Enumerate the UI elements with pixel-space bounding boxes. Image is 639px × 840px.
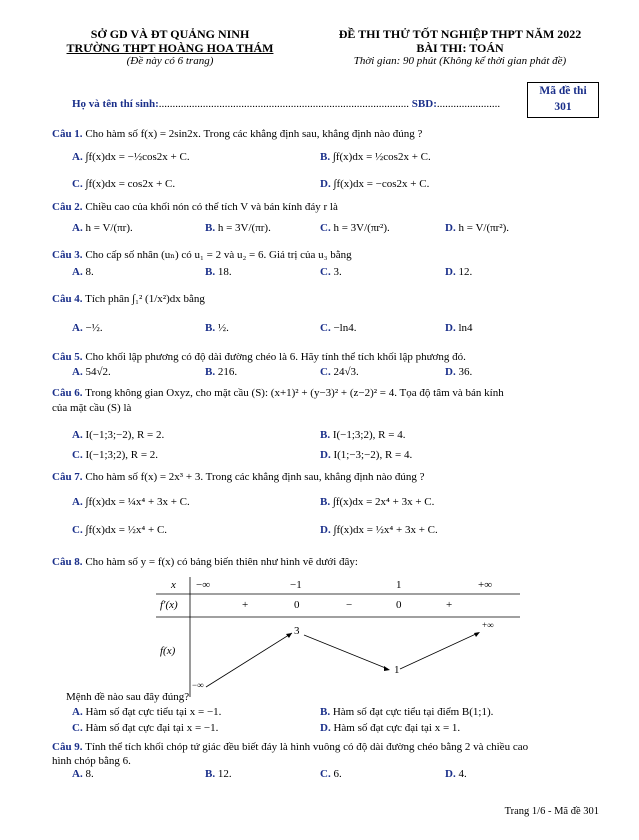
option-a[interactable] (72, 366, 111, 378)
exam-code-box (527, 82, 599, 118)
option-text: ½. (217, 322, 229, 334)
question-text: Tích phân ∫₁² (1/x²)dx bằng (85, 293, 205, 305)
option-text: I(−1;3;−2), R = 2. (85, 429, 165, 441)
question-label: Câu 6. (52, 387, 83, 399)
option-text: ∫f(x)dx = 2x⁴ + 3x + C. (332, 496, 435, 508)
option-label: B. (320, 151, 331, 163)
option-text: Hàm số đạt cực đại tại x = 1. (333, 722, 461, 734)
variation-table (156, 577, 520, 697)
option-label: A. (72, 366, 83, 378)
option-text: 12. (458, 266, 473, 278)
option-label: B. (320, 706, 331, 718)
option-label: C. (320, 222, 331, 234)
option-text: ∫f(x)dx = −cos2x + C. (333, 178, 430, 190)
option-text: ∫f(x)dx = ½x⁴ + C. (85, 524, 168, 536)
question-8 (52, 555, 592, 569)
option-a[interactable] (72, 429, 164, 441)
sign-2: − (346, 599, 353, 611)
exam-title: ĐỀ THI THỬ TỐT NGHIỆP THPT NĂM 2022 (338, 27, 582, 41)
option-d[interactable] (320, 722, 460, 734)
option-label: B. (205, 366, 216, 378)
option-label: B. (205, 768, 216, 780)
option-b[interactable] (320, 496, 434, 508)
option-text: Hàm số đạt cực tiểu tại x = −1. (85, 706, 222, 718)
question-text: Chiều cao của khối nón có thể tích V và bán kính đáy r là (85, 201, 338, 213)
option-label: A. (72, 322, 83, 334)
question-label: Câu 7. (52, 471, 83, 483)
option-label: D. (445, 222, 456, 234)
table-x-neg-inf: −∞ (196, 579, 211, 591)
option-a[interactable] (72, 266, 94, 278)
question-label: Câu 1. (52, 128, 83, 140)
option-text: h = V/(πr²). (458, 222, 510, 234)
option-c[interactable] (320, 222, 390, 234)
option-label: C. (320, 266, 331, 278)
table-fp-label: f′(x) (160, 599, 178, 611)
question-text: Cho cấp số nhân (uₙ) có u₁ = 2 và u₂ = 6. Giá trị của u₃ bằng (85, 249, 352, 261)
option-label: D. (320, 178, 331, 190)
option-c[interactable] (320, 768, 342, 780)
option-b[interactable] (320, 706, 493, 718)
option-d[interactable] (445, 266, 472, 278)
option-label: A. (72, 496, 83, 508)
question-text: Cho khối lập phương có độ dài đường chéo là 6. Hãy tính thể tích khối lập phương đó. (85, 351, 466, 363)
sign-zero-2: 0 (396, 599, 402, 611)
option-label: D. (445, 266, 456, 278)
arrow-up-1 (206, 633, 292, 687)
question-text: Cho hàm số f(x) = 2sin2x. Trong các khẳng định sau, khẳng định nào đúng ? (85, 128, 423, 140)
option-text: h = 3V/(πr²). (333, 222, 390, 234)
option-text: I(−1;3;2), R = 2. (85, 449, 159, 461)
option-text: I(1;−3;−2), R = 4. (333, 449, 413, 461)
option-b[interactable] (320, 429, 405, 441)
option-b[interactable] (205, 366, 237, 378)
exam-code-label: Mã đề thi (539, 85, 587, 97)
option-d[interactable] (320, 524, 438, 536)
option-text: h = 3V/(πr). (217, 222, 271, 234)
page-footer: Trang 1/6 - Mã đề 301 (504, 806, 599, 817)
option-b[interactable] (205, 266, 232, 278)
option-text: Hàm số đạt cực tiểu tại điểm B(1;1). (332, 706, 494, 718)
question-label: Câu 3. (52, 249, 83, 261)
f-max: 3 (294, 625, 300, 637)
option-text: 54√2. (85, 366, 111, 378)
option-text: 4. (458, 768, 467, 780)
option-label: B. (205, 322, 216, 334)
option-label: A. (72, 706, 83, 718)
sbd-blank[interactable]: ....................... (436, 98, 501, 110)
option-label: A. (72, 222, 83, 234)
question-text-continued: Mệnh đề nào sau đây đúng? (66, 691, 190, 703)
question-text-continued: của mặt cầu (S) là (52, 402, 132, 414)
option-c[interactable] (320, 322, 356, 334)
option-text: ∫f(x)dx = ¼x⁴ + 3x + C. (85, 496, 190, 508)
option-label: C. (320, 366, 331, 378)
option-text: −ln4. (333, 322, 357, 334)
option-a[interactable] (72, 496, 190, 508)
option-text: −½. (85, 322, 103, 334)
option-text: I(−1;3;2), R = 4. (332, 429, 406, 441)
option-label: D. (320, 524, 331, 536)
option-text: 216. (217, 366, 238, 378)
question-4 (52, 292, 592, 306)
option-label: D. (445, 768, 456, 780)
question-2 (52, 200, 592, 214)
option-c[interactable] (72, 722, 218, 734)
option-label: C. (72, 524, 83, 536)
table-f-label: f(x) (160, 645, 176, 657)
option-label: A. (72, 266, 83, 278)
table-x-pos-inf: +∞ (478, 579, 493, 591)
option-c[interactable] (320, 366, 359, 378)
f-min: 1 (394, 664, 400, 676)
question-label: Câu 9. (52, 741, 83, 753)
variation-table-svg (156, 577, 520, 697)
option-text: 8. (85, 768, 94, 780)
question-label: Câu 4. (52, 293, 83, 305)
table-x-label: x (171, 579, 176, 591)
option-b[interactable] (205, 222, 271, 234)
option-label: C. (72, 449, 83, 461)
table-x-m1: −1 (290, 579, 302, 591)
option-label: C. (320, 322, 331, 334)
option-text: ∫f(x)dx = cos2x + C. (85, 178, 176, 190)
option-text: ln4 (458, 322, 473, 334)
sbd-label: SBD: (411, 98, 437, 110)
question-text: Tính thể tích khối chóp tứ giác đều biết đáy là hình vuông có độ dài đường chéo bằng 2 và chiều cao (85, 741, 529, 753)
option-text: 6. (333, 768, 342, 780)
option-text: 3. (333, 266, 342, 278)
option-text: ∫f(x)dx = −½cos2x + C. (85, 151, 190, 163)
question-1 (52, 127, 592, 141)
option-text: ∫f(x)dx = ½x⁴ + 3x + C. (333, 524, 438, 536)
option-label: D. (445, 366, 456, 378)
pages-note: (Đề này có 6 trang) (126, 55, 214, 67)
option-text: ∫f(x)dx = ½cos2x + C. (332, 151, 431, 163)
question-text: Cho hàm số y = f(x) có bảng biến thiên như hình vẽ dưới đây: (85, 556, 358, 568)
sign-zero-1: 0 (294, 599, 300, 611)
dept-name: SỞ GD VÀ ĐT QUẢNG NINH (90, 27, 250, 41)
question-label: Câu 5. (52, 351, 83, 363)
option-d[interactable] (445, 768, 467, 780)
candidate-name-blank[interactable]: ........................................................................................... (158, 98, 410, 110)
sign-1: + (242, 599, 249, 611)
option-label: B. (320, 496, 331, 508)
option-b[interactable] (205, 768, 232, 780)
question-6 (52, 386, 592, 400)
question-text: Trong không gian Oxyz, cho mặt cầu (S): (x+1)² + (y−3)² + (z−2)² = 4. Tọa độ tâm và bán kính (85, 387, 504, 399)
option-text: 24√3. (333, 366, 359, 378)
option-label: D. (320, 449, 331, 461)
option-text: h = V/(πr). (85, 222, 133, 234)
option-d[interactable] (445, 222, 509, 234)
option-label: D. (445, 322, 456, 334)
sign-3: + (446, 599, 453, 611)
option-label: B. (205, 266, 216, 278)
arrow-up-2 (400, 633, 478, 669)
table-x-1: 1 (396, 579, 402, 591)
option-a[interactable] (72, 322, 103, 334)
candidate-name-label: Họ và tên thí sinh: (72, 98, 159, 110)
option-c[interactable] (72, 178, 175, 190)
option-label: C. (72, 722, 83, 734)
exam-time: Thời gian: 90 phút (Không kể thời gian phát đề) (353, 55, 567, 67)
candidate-line (72, 98, 500, 110)
option-a[interactable] (72, 151, 190, 163)
option-text: 36. (458, 366, 473, 378)
f-end: +∞ (482, 620, 494, 630)
exam-code: 301 (554, 101, 572, 113)
option-label: A. (72, 768, 83, 780)
option-text: 18. (217, 266, 232, 278)
exam-subject: BÀI THI: TOÁN (416, 41, 504, 55)
option-d[interactable] (445, 322, 473, 334)
question-text: Cho hàm số f(x) = 2x³ + 3. Trong các khẳng định sau, khẳng định nào đúng ? (85, 471, 425, 483)
question-7 (52, 470, 592, 484)
option-b[interactable] (320, 151, 431, 163)
question-9 (52, 740, 592, 754)
option-label: A. (72, 151, 83, 163)
question-5 (52, 350, 592, 364)
option-b[interactable] (205, 322, 229, 334)
option-text: 8. (85, 266, 94, 278)
question-3 (52, 248, 592, 262)
option-label: D. (320, 722, 331, 734)
option-label: A. (72, 429, 83, 441)
option-d[interactable] (320, 178, 429, 190)
option-c[interactable] (72, 449, 158, 461)
option-a[interactable] (72, 222, 133, 234)
option-label: B. (205, 222, 216, 234)
option-label: C. (320, 768, 331, 780)
option-text: Hàm số đạt cực đại tại x = −1. (85, 722, 219, 734)
option-label: C. (72, 178, 83, 190)
school-name: TRƯỜNG THPT HOÀNG HOA THÁM (66, 41, 274, 55)
option-c[interactable] (320, 266, 342, 278)
option-c[interactable] (72, 524, 167, 536)
option-a[interactable] (72, 706, 221, 718)
question-label: Câu 8. (52, 556, 83, 568)
option-label: B. (320, 429, 331, 441)
question-text-continued: hình chóp bằng 6. (52, 755, 131, 767)
arrow-down (304, 635, 388, 669)
option-text: 12. (217, 768, 232, 780)
question-label: Câu 2. (52, 201, 83, 213)
option-d[interactable] (445, 366, 472, 378)
option-d[interactable] (320, 449, 412, 461)
option-a[interactable] (72, 768, 94, 780)
f-start: −∞ (192, 680, 204, 690)
